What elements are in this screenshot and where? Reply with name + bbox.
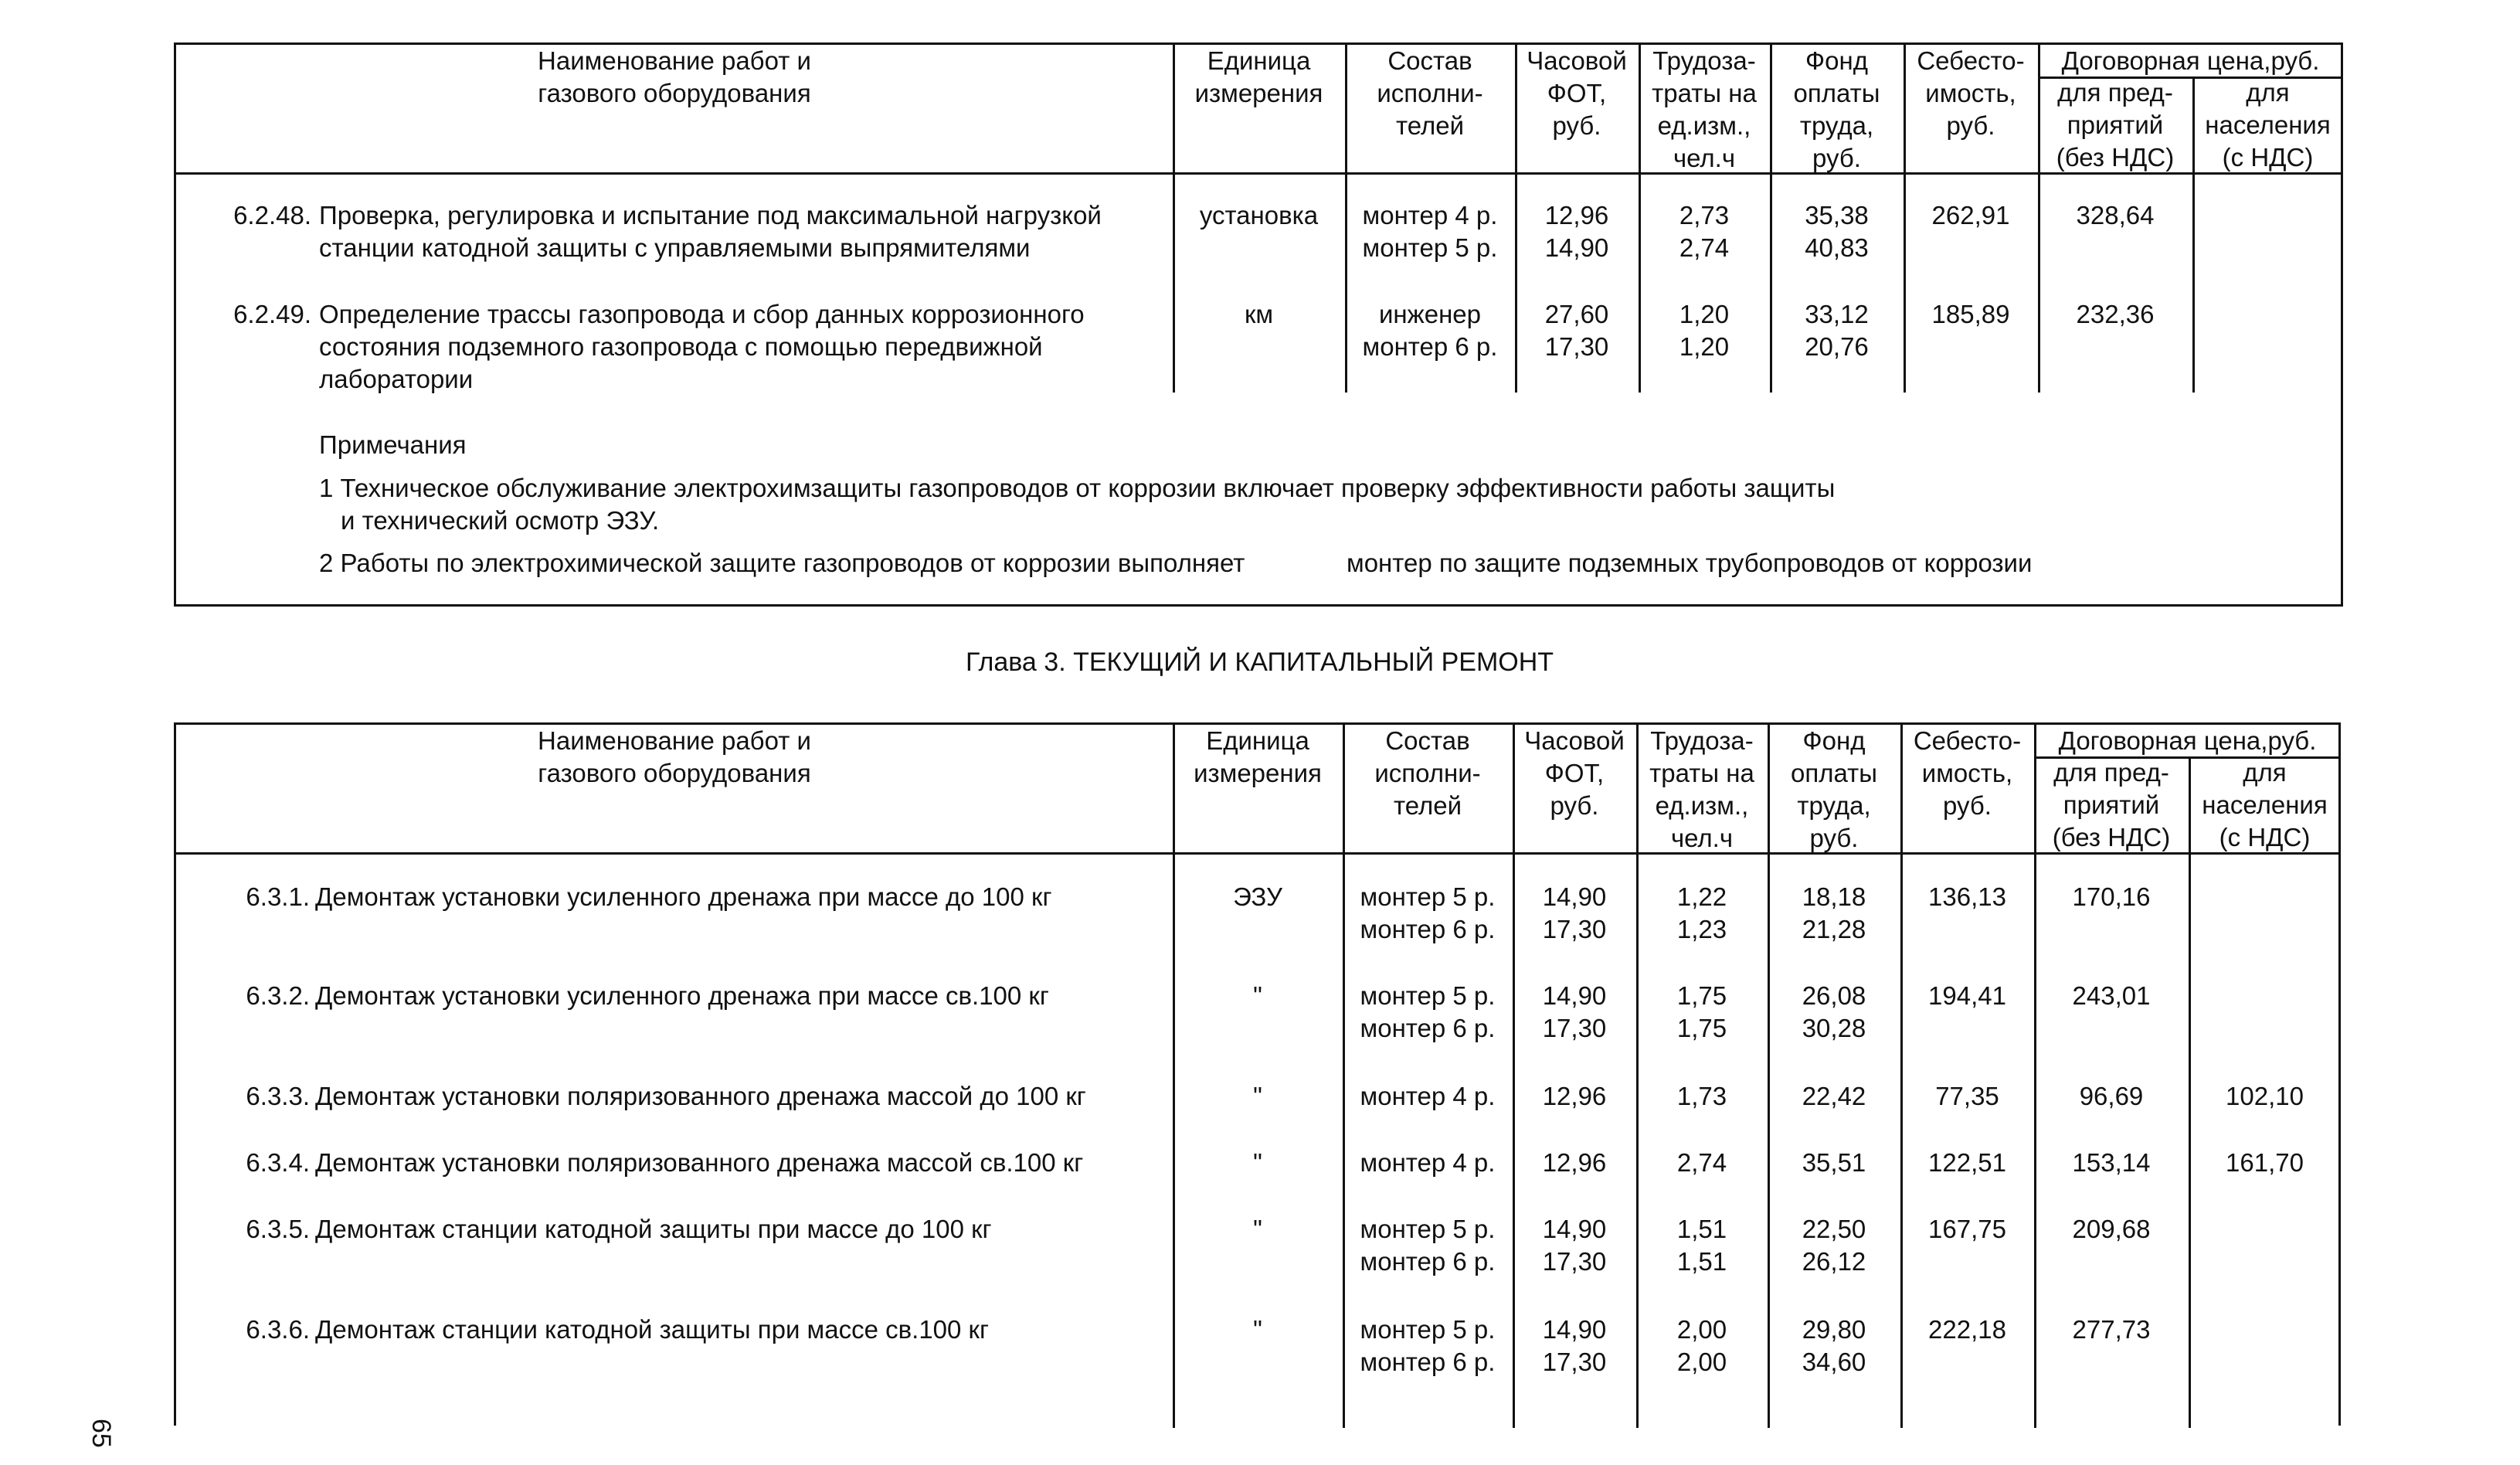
row-number: 6.3.2.	[246, 981, 310, 1010]
row-name: Определение трассы газопровода и сбор данных коррозионного состояния подземного газопровода с помощью передвижной лаборатории	[319, 300, 1085, 393]
row-hourly: 12,96	[1542, 1148, 1607, 1177]
row-name: Демонтаж установки поляризованного дренажа массой до 100 кг	[315, 1082, 1086, 1110]
row-number: 6.3.4.	[246, 1148, 310, 1177]
row-hourly: 12,96	[1542, 1082, 1607, 1110]
row-hourly: 14,90 17,30	[1542, 981, 1607, 1042]
header-ent: для пред- приятий (без НДС)	[2052, 758, 2171, 851]
header-staff: Состав исполни- телей	[1377, 46, 1483, 140]
header-fund: Фонд оплаты труда, руб.	[1791, 726, 1877, 852]
row-cost: 262,91	[1931, 201, 2010, 229]
row-staff: монтер 4 р. монтер 5 р.	[1362, 201, 1498, 262]
row-fund: 35,38 40,83	[1805, 201, 1869, 262]
row-cost: 194,41	[1928, 981, 2006, 1010]
row-unit: "	[1253, 1082, 1262, 1110]
row-fund: 35,51	[1802, 1148, 1866, 1177]
row-staff: инженер монтер 6 р.	[1362, 300, 1498, 361]
header-name: Наименование работ и газового оборудования	[538, 46, 811, 107]
row-ent: 209,68	[2072, 1215, 2151, 1243]
header-price: Договорная цена,руб.	[2061, 46, 2320, 75]
row-staff: монтер 5 р. монтер 6 р.	[1360, 1215, 1496, 1276]
row-number: 6.3.6.	[246, 1315, 310, 1344]
row-number: 6.2.49.	[233, 300, 311, 328]
row-labor: 2,73 2,74	[1679, 201, 1730, 262]
header-unit: Единица измерения	[1194, 726, 1322, 787]
row-labor: 1,51 1,51	[1676, 1215, 1727, 1276]
header-cost: Себесто- имость, руб.	[1913, 726, 2022, 820]
row-fund: 29,80 34,60	[1802, 1315, 1866, 1376]
row-cost: 136,13	[1928, 882, 2006, 911]
row-cost: 222,18	[1928, 1315, 2006, 1344]
note-2: 2 Работы по электрохимической защите газопроводов от коррозии выполняет	[319, 549, 1245, 577]
row-pop: 161,70	[2226, 1148, 2304, 1177]
row-unit: "	[1253, 1148, 1262, 1177]
header-name: Наименование работ и газового оборудования	[538, 726, 811, 787]
header-price: Договорная цена,руб.	[2058, 726, 2317, 755]
header-fund: Фонд оплаты труда, руб.	[1793, 46, 1880, 172]
header-staff: Состав исполни- телей	[1374, 726, 1481, 820]
row-unit: ЭЗУ	[1233, 882, 1282, 911]
row-staff: монтер 5 р. монтер 6 р.	[1360, 1315, 1496, 1376]
row-ent: 328,64	[2076, 201, 2155, 229]
row-fund: 26,08 30,28	[1802, 981, 1866, 1042]
row-ent: 232,36	[2076, 300, 2155, 328]
row-name: Проверка, регулировка и испытание под максимальной нагрузкой станции катодной защиты с управляемыми выпрямителями	[319, 201, 1102, 262]
note-2-performer: монтер по защите подземных трубопроводов от коррозии	[1347, 549, 2033, 577]
row-name: Демонтаж установки усиленного дренажа при массе до 100 кг	[315, 882, 1052, 911]
row-staff: монтер 4 р.	[1360, 1148, 1496, 1177]
row-fund: 33,12 20,76	[1805, 300, 1869, 361]
row-number: 6.3.3.	[246, 1082, 310, 1110]
row-cost: 77,35	[1935, 1082, 1999, 1110]
row-fund: 22,50 26,12	[1802, 1215, 1866, 1276]
header-labor: Трудоза- траты на ед.изм., чел.ч	[1649, 726, 1754, 852]
row-ent: 170,16	[2072, 882, 2151, 911]
row-hourly: 14,90 17,30	[1542, 1315, 1607, 1376]
row-pop: 102,10	[2226, 1082, 2304, 1110]
row-hourly: 14,90 17,30	[1542, 1215, 1607, 1276]
row-staff: монтер 4 р.	[1360, 1082, 1496, 1110]
row-cost: 185,89	[1931, 300, 2010, 328]
row-unit: установка	[1199, 201, 1319, 229]
row-number: 6.3.1.	[246, 882, 310, 911]
notes-title: Примечания	[319, 430, 467, 459]
header-labor: Трудоза- траты на ед.изм., чел.ч	[1652, 46, 1757, 172]
header-unit: Единица измерения	[1194, 46, 1323, 107]
page-number: 65	[87, 1419, 116, 1448]
row-cost: 122,51	[1928, 1148, 2006, 1177]
header-cost: Себесто- имость, руб.	[1917, 46, 2025, 140]
row-labor: 2,74	[1676, 1148, 1727, 1177]
row-labor: 2,00 2,00	[1676, 1315, 1727, 1376]
row-name: Демонтаж станции катодной защиты при массе до 100 кг	[315, 1215, 992, 1243]
header-ent: для пред- приятий (без НДС)	[2056, 78, 2175, 172]
row-ent: 96,69	[2079, 1082, 2144, 1110]
header-hourly: Часовой ФОТ, руб.	[1524, 726, 1625, 820]
table-2	[174, 722, 2341, 1426]
row-staff: монтер 5 р. монтер 6 р.	[1360, 981, 1496, 1042]
row-fund: 22,42	[1802, 1082, 1866, 1110]
header-pop: для населения (с НДС)	[2205, 78, 2331, 172]
row-number: 6.2.48.	[233, 201, 311, 229]
row-labor: 1,20 1,20	[1679, 300, 1730, 361]
row-ent: 153,14	[2072, 1148, 2151, 1177]
row-fund: 18,18 21,28	[1802, 882, 1866, 943]
row-labor: 1,73	[1676, 1082, 1727, 1110]
row-ent: 277,73	[2072, 1315, 2151, 1344]
row-unit: км	[1244, 300, 1274, 328]
chapter-title: Глава 3. ТЕКУЩИЙ И КАПИТАЛЬНЫЙ РЕМОНТ	[966, 648, 1554, 677]
row-hourly: 12,96 14,90	[1544, 201, 1609, 262]
row-staff: монтер 5 р. монтер 6 р.	[1360, 882, 1496, 943]
row-ent: 243,01	[2072, 981, 2151, 1010]
row-cost: 167,75	[1928, 1215, 2006, 1243]
header-pop: для населения (с НДС)	[2202, 758, 2328, 851]
row-number: 6.3.5.	[246, 1215, 310, 1243]
table-1	[174, 42, 2343, 607]
header-hourly: Часовой ФОТ, руб.	[1527, 46, 1627, 140]
row-unit: "	[1253, 981, 1262, 1010]
row-name: Демонтаж установки усиленного дренажа при массе св.100 кг	[315, 981, 1049, 1010]
row-labor: 1,22 1,23	[1676, 882, 1727, 943]
note-1: 1 Техническое обслуживание электрохимзащиты газопроводов от коррозии включает проверку эффективности работы защиты и технический осмотр ЭЗУ.	[319, 474, 1836, 535]
row-name: Демонтаж установки поляризованного дренажа массой св.100 кг	[315, 1148, 1084, 1177]
row-unit: "	[1253, 1215, 1262, 1243]
row-name: Демонтаж станции катодной защиты при массе св.100 кг	[315, 1315, 990, 1344]
row-unit: "	[1253, 1315, 1262, 1344]
row-hourly: 27,60 17,30	[1544, 300, 1609, 361]
row-labor: 1,75 1,75	[1676, 981, 1727, 1042]
row-hourly: 14,90 17,30	[1542, 882, 1607, 943]
